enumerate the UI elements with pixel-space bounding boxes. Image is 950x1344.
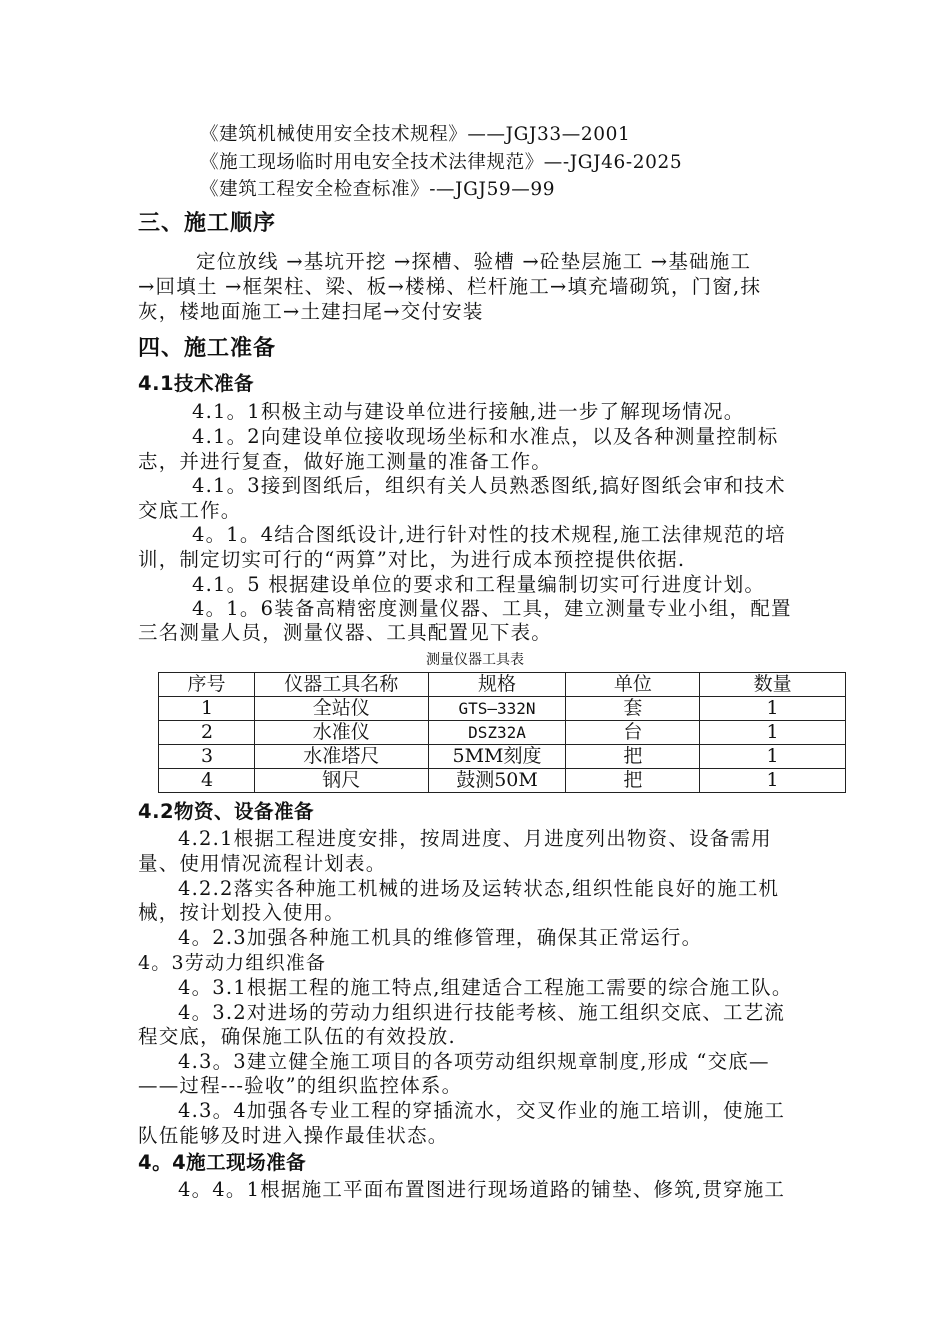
paragraph-line: 4。1。4结合图纸设计,进行针对性的技术规程,施工法律规范的培 [192,523,786,546]
header-unit: 单位 [566,673,700,697]
paragraph-line: 训，制定切实可行的“两算”对比，为进行成本预控提供依据. [138,548,686,571]
cell-quantity: 1 [700,697,846,721]
table-row [159,769,846,793]
paragraph-line: 4.1。3接到图纸后，组织有关人员熟悉图纸,搞好图纸会审和技术 [192,474,786,497]
section-heading: 四、施工准备 [138,336,277,361]
table-header-row [159,673,846,697]
reference-line: 《施工现场临时用电安全技术法律规范》—-JGJ46-2025 [200,152,683,173]
section-heading: 三、施工顺序 [138,211,277,236]
paragraph-line: →回填土 →框架柱、梁、板→楼梯、栏杆施工→填充墙砌筑，门窗,抹 [138,275,762,298]
paragraph-line: 4.2.1根据工程进度安排，按周进度、月进度列出物资、设备需用 [178,827,772,850]
subsection-heading: 4.1技术准备 [138,372,255,395]
paragraph-line: 4.3。4加强各专业工程的穿插流水，交叉作业的施工培训，使施工 [178,1099,786,1122]
cell-name: 全站仪 [254,697,428,721]
cell-name: 水准仪 [254,721,428,745]
reference-line: 《建筑工程安全检查标准》-—JGJ59—99 [200,179,556,200]
subsection-heading: 4。4施工现场准备 [138,1151,307,1174]
paragraph-line: 4.2.2落实各种施工机械的进场及运转状态,组织性能良好的施工机 [178,877,780,900]
paragraph-line: 队伍能够及时进入操作最佳状态。 [138,1124,449,1147]
table-row [159,745,846,769]
paragraph-line: 三名测量人员，测量仪器、工具配置见下表。 [138,621,553,644]
paragraph-line: 4.1。5 根据建设单位的要求和工程量编制切实可行进度计划。 [192,573,766,596]
paragraph-line: 交底工作。 [138,499,242,522]
table-row [159,697,846,721]
cell-name: 水准塔尺 [254,745,428,769]
table-row [159,721,846,745]
instrument-table [158,672,846,793]
paragraph-line: 4.1。1积极主动与建设单位进行接触,进一步了解现场情况。 [192,400,745,423]
cell-spec: 5MM刻度 [428,745,566,769]
paragraph-line: 4。4。1根据施工平面布置图进行现场道路的铺垫、修筑,贯穿施工 [178,1178,786,1201]
paragraph-line: ——过程---验收”的组织监控体系。 [138,1074,463,1097]
cell-unit: 台 [566,721,700,745]
cell-name: 钢尺 [254,769,428,793]
cell-spec: 鼓测50M [428,769,566,793]
paragraph-line: 志，并进行复查，做好施工测量的准备工作。 [138,450,553,473]
subsection-heading: 4。3劳动力组织准备 [138,952,327,974]
paragraph-line: 械，按计划投入使用。 [138,901,346,924]
cell-quantity: 1 [700,721,846,745]
cell-spec: DSZ32A [428,721,566,745]
paragraph-line: 量、使用情况流程计划表。 [138,852,387,875]
paragraph-line: 4.1。2向建设单位接收现场坐标和水准点，以及各种测量控制标 [192,425,779,448]
header-name: 仪器工具名称 [254,673,428,697]
header-spec: 规格 [428,673,566,697]
table-caption: 测量仪器工具表 [426,652,524,668]
subsection-heading: 4.2物资、设备准备 [138,800,315,823]
cell-quantity: 1 [700,745,846,769]
reference-line: 《建筑机械使用安全技术规程》——JGJ33—2001 [200,124,631,145]
cell-index: 4 [159,769,255,793]
paragraph-line: 程交底，确保施工队伍的有效投放. [138,1025,456,1048]
cell-index: 2 [159,721,255,745]
cell-index: 1 [159,697,255,721]
paragraph-line: 灰，楼地面施工→土建扫尾→交付安装 [138,300,484,323]
cell-unit: 把 [566,769,700,793]
paragraph-line: 4。3.1根据工程的施工特点,组建适合工程施工需要的综合施工队。 [178,976,793,999]
cell-unit: 套 [566,697,700,721]
paragraph-line: 4。1。6装备高精密度测量仪器、工具，建立测量专业小组，配置 [192,597,792,620]
header-quantity: 数量 [700,673,846,697]
cell-spec: GTS—332N [428,697,566,721]
cell-quantity: 1 [700,769,846,793]
cell-index: 3 [159,745,255,769]
paragraph-line: 定位放线 →基坑开挖 →探槽、验槽 →砼垫层施工 →基础施工 [196,250,752,273]
header-index: 序号 [159,673,255,697]
paragraph-line: 4。3.2对进场的劳动力组织进行技能考核、施工组织交底、工艺流 [178,1001,786,1024]
paragraph-line: 4.3。3建立健全施工项目的各项劳动组织规章制度,形成 “交底— [178,1050,770,1073]
cell-unit: 把 [566,745,700,769]
paragraph-line: 4。2.3加强各种施工机具的维修管理，确保其正常运行。 [178,926,703,949]
